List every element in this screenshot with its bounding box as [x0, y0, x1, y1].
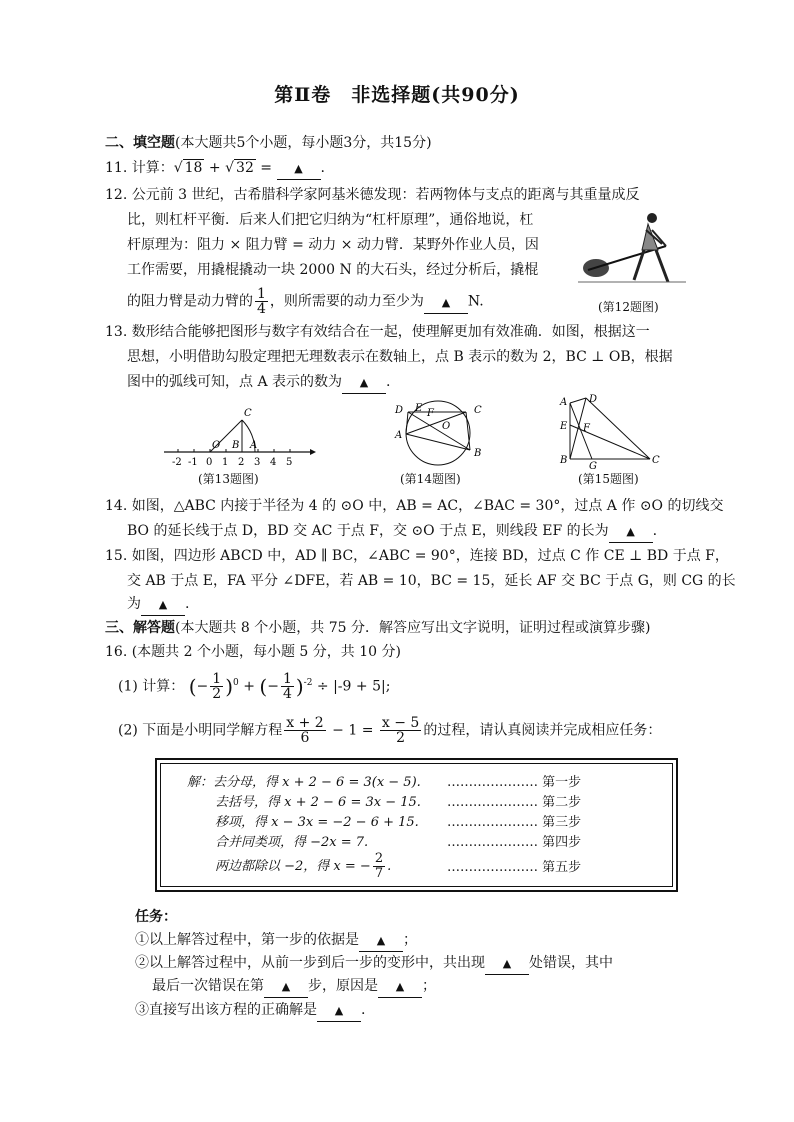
- q16-p1-exp-2: -2: [303, 677, 313, 688]
- q16-part-2: [118, 716, 661, 748]
- figure-15-caption: (第15题图): [578, 472, 639, 486]
- task-1-blank[interactable]: ▲: [359, 931, 403, 952]
- task-2-text-e: ；: [422, 978, 436, 994]
- q12-line-5b: ，则所需要的动力至少为: [269, 293, 424, 310]
- solution-row-1: 解：去分母，得 x + 2 − 6 = 3(x − 5).: [187, 775, 421, 790]
- label-C: C: [474, 405, 482, 416]
- section3-heading-line: [105, 618, 650, 638]
- q13-line-1: 13. 数形结合能够把图形与数字有效结合在一起，使理解更加有效准确．如图，根据这一: [105, 324, 650, 340]
- figure-12-illustration: [578, 210, 686, 298]
- q16-line-1: 16. (本题共 2 个小题，每小题 5 分，共 10 分): [105, 644, 401, 660]
- figure-13-number-line: [160, 402, 320, 472]
- q12-frac-numerator: 1: [257, 286, 266, 302]
- tick-label: 0: [206, 457, 213, 468]
- solution-row-5-den: 7: [374, 866, 384, 881]
- task-2-text-b: 处错误，其中: [529, 955, 613, 971]
- label-D: D: [395, 405, 404, 416]
- solution-row-5-frac: [373, 852, 385, 881]
- q11-end: .: [320, 160, 325, 176]
- q14-end: .: [652, 523, 658, 539]
- label-B: B: [474, 448, 482, 459]
- label-B: B: [232, 440, 240, 451]
- solution-step-2: ………………… 第二步: [447, 795, 582, 810]
- task-2-text-d: 步，原因是: [308, 978, 378, 994]
- label-A: A: [560, 397, 568, 408]
- figure-12-caption: (第12题图): [598, 300, 659, 314]
- solution-row-4: 合并同类项，得 −2x = 7.: [215, 835, 369, 850]
- solution-row-5: [215, 852, 391, 881]
- tick-label: -1: [188, 457, 198, 468]
- q13-line-3-text: 图中的弧线可知，点 A 表示的数为: [127, 374, 343, 390]
- task-item-1: [135, 930, 417, 952]
- tick-label: 5: [286, 457, 293, 468]
- label-C: C: [244, 408, 252, 419]
- q11-plus: +: [204, 160, 226, 176]
- label-F: F: [427, 408, 434, 419]
- q16-p2-b: 的过程，请认真阅读并完成相应任务：: [423, 722, 662, 739]
- q12-frac-denominator: 4: [257, 301, 266, 317]
- q15-line-2: 交 AB 于点 E，FA 平分 ∠DFE，若 AB = 10，BC = 15，延长 AF 交 BC 于点 G，则 CG 的长: [127, 573, 736, 589]
- q11-radicand-2: 32: [236, 160, 254, 176]
- q13-line-2: 思想，小明借助勾股定理把无理数表示在数轴上，点 B 表示的数为 2，BC ⊥ OB，根据: [127, 349, 673, 365]
- q12-line-2: 比，则杠杆平衡．后来人们把它归纳为“杠杆原理”，通俗地说，杠: [127, 212, 534, 228]
- solution-box: [155, 758, 678, 892]
- label-F: F: [583, 423, 590, 434]
- solution-row-5-num: 2: [374, 851, 384, 866]
- q16-p1-prefix: (1) 计算：: [118, 678, 185, 695]
- q16-p1-frac-1-den: 2: [212, 686, 222, 702]
- q16-p2-frac-2-den: 2: [396, 730, 406, 746]
- q16-p1-frac-2: [281, 672, 294, 701]
- question-11: 11. 计算：√ 18 + √ 32 = ▲ .: [105, 158, 325, 180]
- q13-answer-blank[interactable]: ▲: [342, 373, 386, 394]
- label-G: G: [589, 461, 597, 469]
- segment-AB: [406, 434, 470, 450]
- axis-arrow: [310, 449, 316, 455]
- q13-line-3: [127, 372, 390, 394]
- tick-label: 3: [254, 457, 261, 468]
- worker-body: [642, 224, 658, 250]
- q14-line-1: 14. 如图，△ABC 内接于半径为 4 的 ⊙O 中，AB = AC，∠BAC = 30°，过点 A 作 ⊙O 的切线交: [105, 498, 724, 514]
- solution-row-5a: 两边都除以 −2，得 x = −: [215, 859, 371, 874]
- solution-step-4: ………………… 第四步: [447, 835, 582, 850]
- task-item-2: [135, 953, 613, 975]
- task-heading: 任务：: [135, 909, 177, 925]
- q16-p2-frac-1-den: 6: [300, 730, 310, 746]
- task-item-2-cont: [152, 976, 436, 998]
- figure-14-caption: (第14题图): [400, 472, 461, 486]
- task-3-text: ③直接写出该方程的正确解是: [135, 1002, 317, 1018]
- solution-row-2: 去括号，得 x + 2 − 6 = 3x − 15.: [215, 795, 421, 810]
- label-C: C: [652, 455, 660, 466]
- q12-fraction: [255, 287, 268, 316]
- segment-DB: [408, 412, 470, 450]
- q11-equals: =: [255, 160, 277, 176]
- q14-line-2: [127, 521, 657, 543]
- q16-p2-frac-1-num: x + 2: [286, 715, 324, 731]
- q16-p2-frac-1: [284, 716, 325, 745]
- label-O: O: [212, 440, 221, 451]
- tick-label: 4: [270, 457, 277, 468]
- tick-label: -2: [172, 457, 182, 468]
- task-1-text: ①以上解答过程中，第一步的依据是: [135, 932, 359, 948]
- q16-part-1: (1) 计算： (− $\frac{1}{2}$ )$^0$ + (− $\frac{1}{4}$ )$^{-2}$ ÷ |-9 + 5|;: [118, 671, 391, 702]
- task-2-blank-2[interactable]: ▲: [264, 977, 308, 998]
- q16-p2-frac-2: [380, 716, 421, 745]
- label-D: D: [589, 394, 598, 405]
- label-E: E: [415, 403, 423, 414]
- segment-EC: [570, 425, 650, 459]
- figure-15-quadrilateral: [558, 393, 663, 469]
- label-E: E: [560, 421, 568, 432]
- solution-step-3: ………………… 第三步: [447, 815, 582, 830]
- q16-p1-frac-2-num: 1: [282, 671, 292, 687]
- q16-p2-mid: − 1 =: [327, 722, 378, 739]
- q16-p1-exp-1: 0: [233, 677, 239, 688]
- q14-line-2-text: BO 的延长线于点 D，BD 交 AC 于点 F，交 ⊙O 于点 E，则线段 EF 的长为: [127, 523, 609, 539]
- q11-answer-blank[interactable]: ▲: [277, 159, 321, 180]
- q16-p1-frac-2-den: 4: [282, 686, 292, 702]
- solution-row-5b: .: [387, 859, 392, 874]
- q16-p2-frac-2-num: x − 5: [381, 715, 420, 731]
- section2-desc: (本大题共5个小题，每小题3分，共15分): [175, 135, 432, 151]
- q12-line-5a: 的阻力臂是动力臂的: [127, 293, 253, 310]
- label-B: B: [560, 455, 568, 466]
- solution-step-1: ………………… 第一步: [447, 775, 582, 790]
- label-A: A: [395, 430, 403, 441]
- q15-line-1: 15. 如图，四边形 ABCD 中，AD ∥ BC，∠ABC = 90°，连接 BD，过点 C 作 CE ⊥ BD 于点 F，: [105, 548, 729, 564]
- q15-line-3: [127, 594, 189, 616]
- q15-answer-blank[interactable]: ▲: [141, 595, 185, 616]
- figure-14-circle-diagram: [386, 398, 496, 468]
- q16-p1-tail: ÷ |-9 + 5|;: [316, 678, 391, 695]
- q12-line-4: 工作需要，用撬棍撬动一块 2000 N 的大石头，经过分析后，撬棍: [127, 262, 539, 278]
- section3-heading: 三、解答题: [105, 620, 175, 636]
- q16-p1-frac-1-num: 1: [212, 671, 222, 687]
- solution-row-3: 移项，得 x − 3x = −2 − 6 + 15.: [215, 815, 419, 830]
- q12-answer-blank[interactable]: ▲: [424, 293, 468, 314]
- segment-AD: [570, 398, 586, 403]
- task-2-text-c: 最后一次错误在第: [152, 978, 264, 994]
- tick-label: 1: [222, 457, 229, 468]
- tick-label: 2: [238, 457, 245, 468]
- section2-heading-line: [105, 133, 432, 153]
- q14-answer-blank[interactable]: ▲: [609, 522, 653, 543]
- q12-unit: N.: [467, 293, 484, 310]
- q15-end: .: [185, 596, 190, 612]
- q13-end: .: [386, 374, 391, 390]
- q15-line-3-text: 为: [127, 596, 141, 612]
- page-title: 第Ⅱ卷 非选择题(共90分): [274, 84, 520, 106]
- figure-13-caption: (第13题图): [198, 472, 259, 486]
- q16-p2-a: (2) 下面是小明同学解方程: [118, 722, 283, 739]
- solution-step-5: ………………… 第五步: [447, 860, 582, 875]
- segment-DC: [586, 398, 650, 459]
- task-item-3: [135, 1000, 365, 1022]
- worker-head: [647, 213, 657, 223]
- task-1-end: ；: [403, 932, 417, 948]
- label-A: A: [250, 440, 258, 451]
- q16-p1-frac-1: [210, 672, 223, 701]
- q12-line-1: 12. 公元前 3 世纪，古希腊科学家阿基米德发现：若两物体与支点的距离与其重量成反: [105, 187, 640, 203]
- q11-radicand-1: 18: [184, 160, 203, 176]
- q12-line-5: [127, 287, 484, 316]
- task-3-end: .: [361, 1002, 366, 1018]
- task-2-text-a: ②以上解答过程中，从前一步到后一步的变形中，共出现: [135, 955, 485, 971]
- q12-line-3: 杆原理为：阻力 × 阻力臂 = 动力 × 动力臂．某野外作业人员，因: [127, 237, 539, 253]
- segment-AC: [406, 412, 466, 434]
- task-2-blank-3[interactable]: ▲: [378, 977, 422, 998]
- section2-heading: 二、填空题: [105, 135, 175, 151]
- q11-prefix: 11. 计算：: [105, 160, 174, 176]
- section3-desc: (本大题共 8 个小题，共 75 分．解答应写出文字说明，证明过程或演算步骤): [175, 620, 651, 636]
- task-3-blank[interactable]: ▲: [317, 1001, 361, 1022]
- task-2-blank-1[interactable]: ▲: [485, 954, 529, 975]
- label-O: O: [442, 421, 451, 432]
